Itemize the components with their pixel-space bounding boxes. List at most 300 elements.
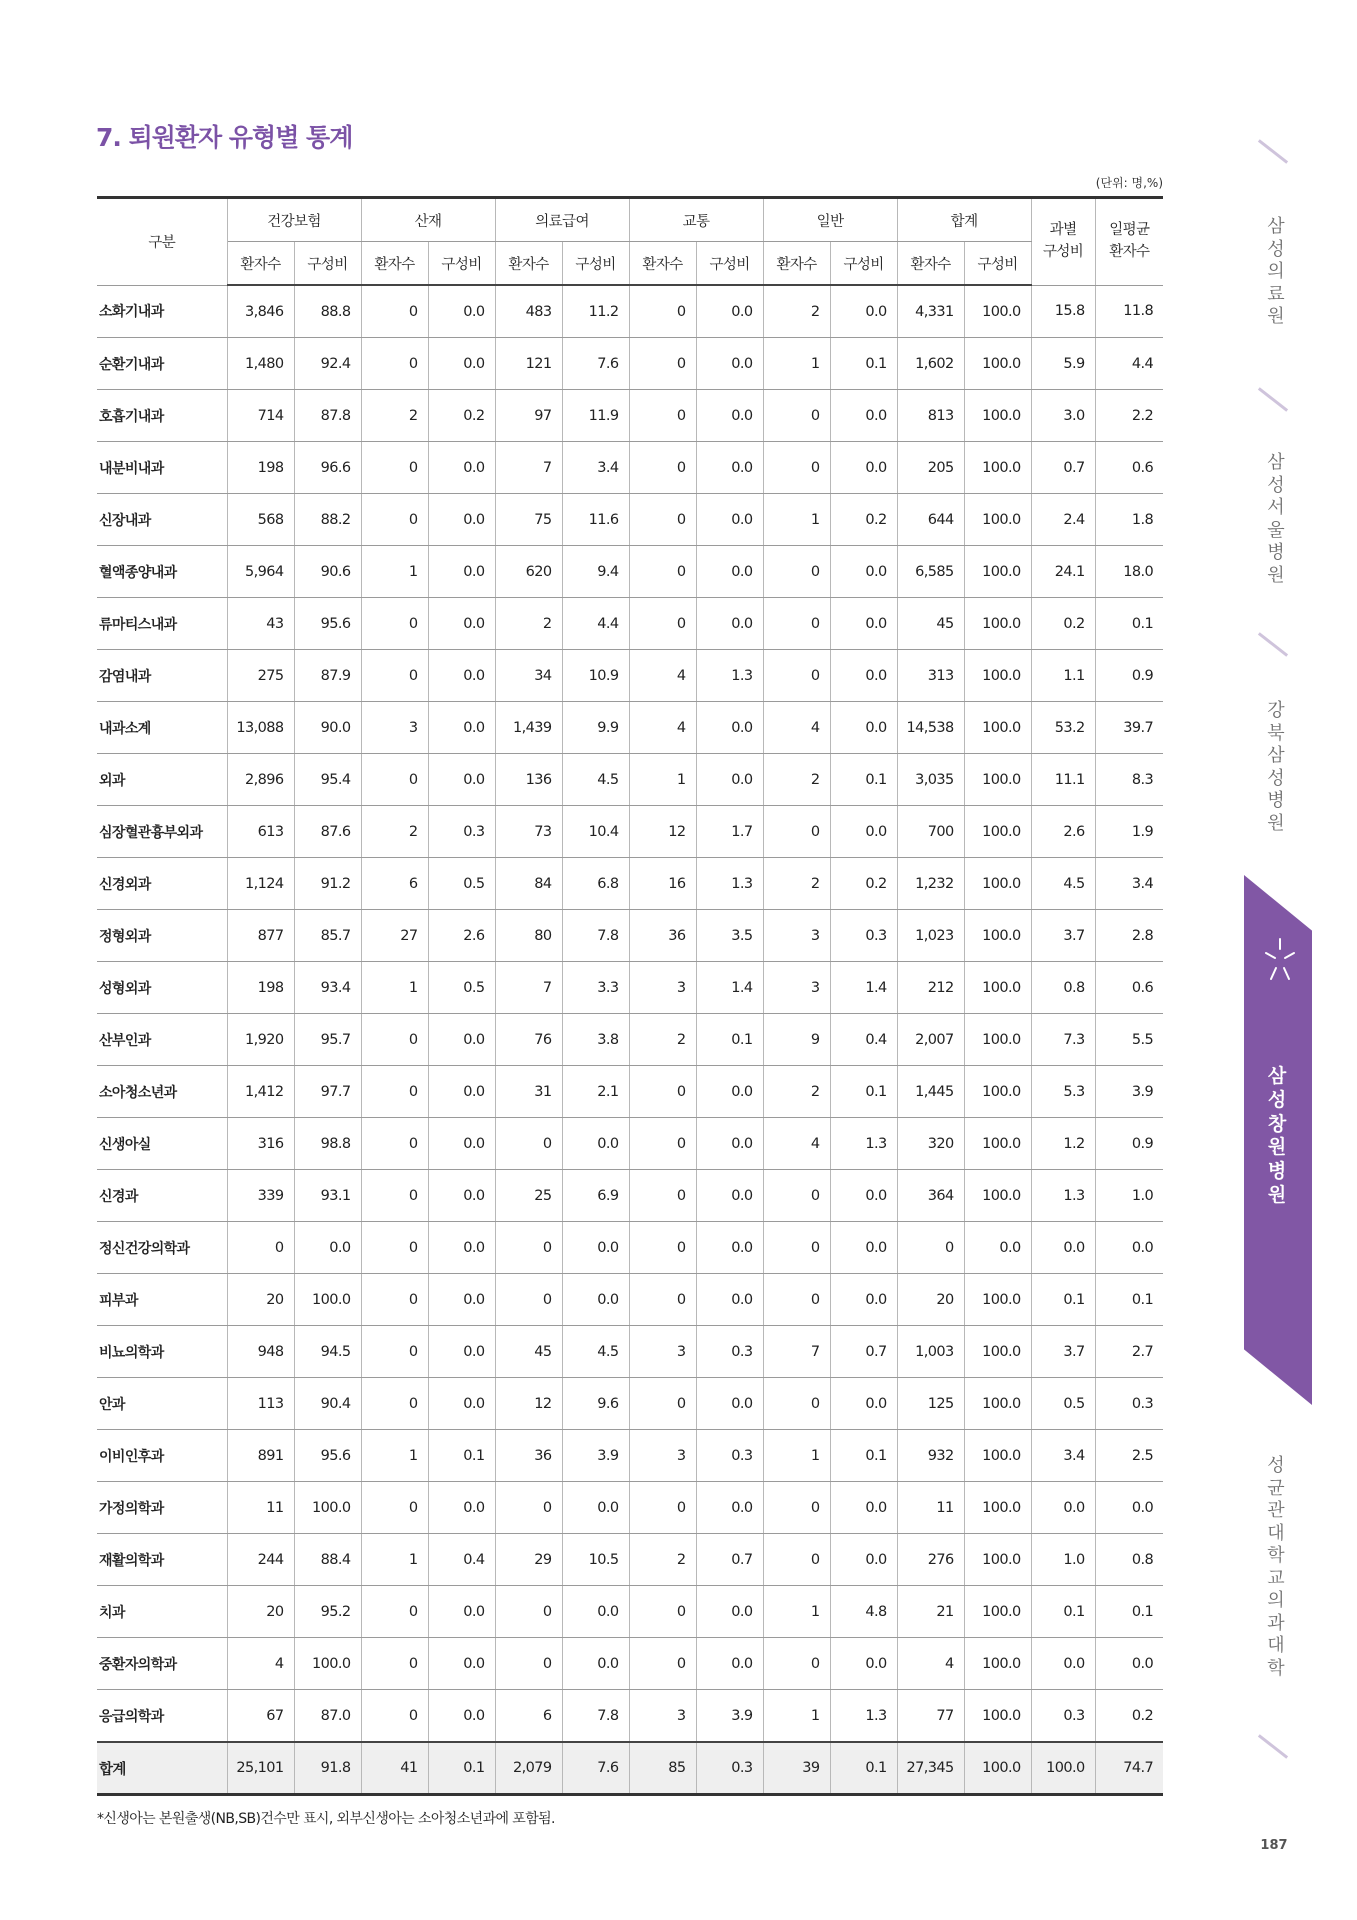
- table-cell: 0: [629, 1482, 696, 1534]
- table-cell: 0: [361, 1638, 428, 1690]
- table-cell: 100.0: [964, 754, 1031, 806]
- table-cell: 0.0: [428, 1482, 495, 1534]
- table-cell: 136: [495, 754, 562, 806]
- table-cell: 0: [361, 1222, 428, 1274]
- table-cell: 0.0: [428, 1014, 495, 1066]
- table-cell: 932: [897, 1430, 964, 1482]
- table-cell: 2,896: [227, 754, 294, 806]
- table-cell: 2: [629, 1014, 696, 1066]
- table-cell: 0.1: [1031, 1586, 1095, 1638]
- table-cell: 0: [629, 285, 696, 338]
- table-cell: 0.0: [428, 702, 495, 754]
- table-row: [97, 1274, 1163, 1326]
- table-cell: 0: [361, 1326, 428, 1378]
- discharge-stats-table: [97, 196, 1163, 1796]
- table-cell: 0: [361, 1482, 428, 1534]
- table-cell: 0.0: [696, 1066, 763, 1118]
- table-cell: 16: [629, 858, 696, 910]
- table-cell: 0: [763, 1274, 830, 1326]
- table-cell: 276: [897, 1534, 964, 1586]
- table-row: [97, 598, 1163, 650]
- total-cell: 0.3: [696, 1742, 763, 1795]
- table-cell: 0.0: [1031, 1638, 1095, 1690]
- table-row: [97, 858, 1163, 910]
- table-cell: 2.6: [1031, 806, 1095, 858]
- table-cell: 0.0: [696, 285, 763, 338]
- table-cell: 97: [495, 390, 562, 442]
- table-cell: 11: [897, 1482, 964, 1534]
- table-cell: 1.0: [1031, 1534, 1095, 1586]
- table-cell: 0.0: [428, 754, 495, 806]
- table-cell: 2: [361, 390, 428, 442]
- table-cell: 3: [629, 1326, 696, 1378]
- table-cell: 0.0: [830, 1170, 897, 1222]
- table-cell: 0: [361, 1274, 428, 1326]
- header-group: 의료급여: [495, 198, 629, 242]
- table-row: [97, 1430, 1163, 1482]
- table-cell: 100.0: [964, 598, 1031, 650]
- table-cell: 5.3: [1031, 1066, 1095, 1118]
- table-cell: 0: [629, 390, 696, 442]
- row-label: 소화기내과: [97, 285, 227, 338]
- header-row-sub: [97, 242, 1163, 286]
- table-cell: 1,445: [897, 1066, 964, 1118]
- table-cell: 85.7: [294, 910, 361, 962]
- table-cell: 94.5: [294, 1326, 361, 1378]
- row-label: 심장혈관흉부외과: [97, 806, 227, 858]
- table-cell: 5,964: [227, 546, 294, 598]
- table-cell: 0: [495, 1118, 562, 1170]
- table-row: [97, 1326, 1163, 1378]
- table-cell: 10.5: [562, 1534, 629, 1586]
- table-cell: 0.0: [830, 546, 897, 598]
- table-cell: 0: [361, 1014, 428, 1066]
- table-cell: 0.8: [1031, 962, 1095, 1014]
- table-cell: 20: [227, 1586, 294, 1638]
- row-label: 치과: [97, 1586, 227, 1638]
- table-cell: 0: [763, 1638, 830, 1690]
- table-cell: 3.5: [696, 910, 763, 962]
- table-cell: 12: [495, 1378, 562, 1430]
- table-cell: 100.0: [294, 1638, 361, 1690]
- table-cell: 0.3: [428, 806, 495, 858]
- table-cell: 100.0: [964, 1378, 1031, 1430]
- table-cell: 87.6: [294, 806, 361, 858]
- table-row: [97, 650, 1163, 702]
- table-cell: 877: [227, 910, 294, 962]
- table-cell: 95.2: [294, 1586, 361, 1638]
- table-cell: 100.0: [964, 1014, 1031, 1066]
- table-cell: 0: [763, 1534, 830, 1586]
- table-row: [97, 546, 1163, 598]
- table-cell: 0.0: [696, 390, 763, 442]
- table-row: [97, 754, 1163, 806]
- table-cell: 0: [763, 650, 830, 702]
- row-label: 신생아실: [97, 1118, 227, 1170]
- table-cell: 18.0: [1095, 546, 1163, 598]
- header-dept-ratio: 과별 구성비: [1031, 198, 1095, 286]
- table-cell: 0.1: [1095, 1586, 1163, 1638]
- table-cell: 0.0: [696, 442, 763, 494]
- table-cell: 100.0: [964, 1586, 1031, 1638]
- table-cell: 320: [897, 1118, 964, 1170]
- side-nav-item-samsung-medical[interactable]: 삼성의료원: [1267, 216, 1285, 327]
- table-cell: 0.0: [830, 1274, 897, 1326]
- total-cell: 100.0: [1031, 1742, 1095, 1795]
- table-cell: 0.0: [696, 1274, 763, 1326]
- table-cell: 0.1: [696, 1014, 763, 1066]
- table-cell: 0: [629, 1586, 696, 1638]
- table-cell: 1.4: [696, 962, 763, 1014]
- total-cell: 2,079: [495, 1742, 562, 1795]
- table-cell: 0: [361, 1690, 428, 1743]
- table-cell: 0.0: [696, 754, 763, 806]
- table-cell: 0.0: [562, 1482, 629, 1534]
- table-cell: 0.0: [830, 650, 897, 702]
- table-cell: 1.8: [1095, 494, 1163, 546]
- table-cell: 0.8: [1095, 1534, 1163, 1586]
- table-cell: 6.8: [562, 858, 629, 910]
- table-cell: 0.4: [428, 1534, 495, 1586]
- table-cell: 0: [629, 1170, 696, 1222]
- table-cell: 0: [629, 1638, 696, 1690]
- table-cell: 100.0: [964, 702, 1031, 754]
- row-label: 피부과: [97, 1274, 227, 1326]
- row-label: 소아청소년과: [97, 1066, 227, 1118]
- table-cell: 0.0: [428, 1690, 495, 1743]
- table-cell: 2: [763, 754, 830, 806]
- table-cell: 100.0: [964, 650, 1031, 702]
- table-cell: 29: [495, 1534, 562, 1586]
- divider-slash: [1258, 139, 1288, 164]
- table-cell: 73: [495, 806, 562, 858]
- table-cell: 0.3: [830, 910, 897, 962]
- table-cell: 1.9: [1095, 806, 1163, 858]
- table-cell: 0.1: [830, 338, 897, 390]
- table-cell: 4: [227, 1638, 294, 1690]
- table-cell: 100.0: [964, 858, 1031, 910]
- table-cell: 0.0: [428, 1274, 495, 1326]
- table-cell: 0.0: [830, 442, 897, 494]
- table-cell: 43: [227, 598, 294, 650]
- side-nav-item-samsung-changwon[interactable]: 삼성창원병원: [1267, 1065, 1287, 1206]
- table-cell: 6.9: [562, 1170, 629, 1222]
- table-cell: 90.0: [294, 702, 361, 754]
- header-group: 합계: [897, 198, 1031, 242]
- table-cell: 198: [227, 442, 294, 494]
- table-cell: 0: [361, 285, 428, 338]
- table-cell: 2: [763, 285, 830, 338]
- table-cell: 0.0: [428, 1222, 495, 1274]
- table-cell: 0: [495, 1638, 562, 1690]
- unit-note: (단위: 명,%): [1095, 176, 1163, 190]
- table-cell: 8.3: [1095, 754, 1163, 806]
- table-row: [97, 1014, 1163, 1066]
- table-cell: 125: [897, 1378, 964, 1430]
- table-cell: 0: [763, 1222, 830, 1274]
- table-cell: 3.4: [562, 442, 629, 494]
- table-cell: 0.0: [562, 1118, 629, 1170]
- table-cell: 1.3: [830, 1118, 897, 1170]
- table-cell: 87.0: [294, 1690, 361, 1743]
- table-cell: 92.4: [294, 338, 361, 390]
- table-row: [97, 1586, 1163, 1638]
- table-cell: 1.0: [1095, 1170, 1163, 1222]
- total-cell: 0.1: [428, 1742, 495, 1795]
- table-cell: 100.0: [964, 1326, 1031, 1378]
- table-cell: 0: [629, 1222, 696, 1274]
- table-cell: 4.5: [562, 1326, 629, 1378]
- header-group: 산재: [361, 198, 495, 242]
- header-sub: 구성비: [964, 242, 1031, 286]
- page-title: 7. 퇴원환자 유형별 통계: [96, 123, 353, 152]
- table-cell: 3.9: [562, 1430, 629, 1482]
- table-cell: 0: [629, 1066, 696, 1118]
- table-cell: 7.8: [562, 910, 629, 962]
- table-cell: 0.0: [428, 1170, 495, 1222]
- table-cell: 0: [629, 1118, 696, 1170]
- table-row: [97, 1066, 1163, 1118]
- table-cell: 313: [897, 650, 964, 702]
- table-cell: 100.0: [964, 338, 1031, 390]
- row-label: 내과소계: [97, 702, 227, 754]
- table-cell: 2: [763, 858, 830, 910]
- table-cell: 27: [361, 910, 428, 962]
- table-row: [97, 1378, 1163, 1430]
- table-cell: 568: [227, 494, 294, 546]
- table-cell: 45: [897, 598, 964, 650]
- total-cell: 74.7: [1095, 1742, 1163, 1795]
- table-cell: 100.0: [964, 390, 1031, 442]
- table-cell: 4: [897, 1638, 964, 1690]
- table-cell: 11.6: [562, 494, 629, 546]
- spark-icon: [1262, 935, 1298, 985]
- table-cell: 95.7: [294, 1014, 361, 1066]
- table-row: [97, 1638, 1163, 1690]
- table-cell: 0.1: [1095, 598, 1163, 650]
- table-cell: 0.0: [428, 1586, 495, 1638]
- table-cell: 3,035: [897, 754, 964, 806]
- table-cell: 3.9: [1095, 1066, 1163, 1118]
- table-cell: 100.0: [964, 1274, 1031, 1326]
- table-cell: 88.2: [294, 494, 361, 546]
- table-cell: 0: [361, 1586, 428, 1638]
- total-cell: 0.1: [830, 1742, 897, 1795]
- table-cell: 0.1: [1095, 1274, 1163, 1326]
- table-row: [97, 1118, 1163, 1170]
- table-row: [97, 1482, 1163, 1534]
- table-cell: 1.3: [1031, 1170, 1095, 1222]
- table-cell: 0.2: [428, 390, 495, 442]
- table-cell: 2.5: [1095, 1430, 1163, 1482]
- table-cell: 7: [495, 442, 562, 494]
- header-group: 교통: [629, 198, 763, 242]
- table-cell: 4.8: [830, 1586, 897, 1638]
- table-cell: 0.2: [830, 494, 897, 546]
- table-cell: 11.9: [562, 390, 629, 442]
- table-cell: 1: [763, 1586, 830, 1638]
- table-cell: 3: [629, 1430, 696, 1482]
- table-cell: 2.8: [1095, 910, 1163, 962]
- header-sub: 구성비: [294, 242, 361, 286]
- table-cell: 0.5: [428, 858, 495, 910]
- table-cell: 0.0: [696, 1378, 763, 1430]
- table-cell: 93.4: [294, 962, 361, 1014]
- table-cell: 53.2: [1031, 702, 1095, 754]
- table-cell: 0.0: [696, 338, 763, 390]
- table-cell: 2,007: [897, 1014, 964, 1066]
- table-cell: 1,920: [227, 1014, 294, 1066]
- table-cell: 0: [361, 650, 428, 702]
- table-cell: 0: [763, 806, 830, 858]
- table-cell: 100.0: [294, 1482, 361, 1534]
- table-cell: 0.0: [830, 1638, 897, 1690]
- table-cell: 0.1: [1031, 1274, 1095, 1326]
- row-label: 외과: [97, 754, 227, 806]
- table-cell: 0.0: [428, 1378, 495, 1430]
- table-cell: 7.8: [562, 1690, 629, 1743]
- table-cell: 9.4: [562, 546, 629, 598]
- total-cell: 7.6: [562, 1742, 629, 1795]
- table-cell: 13,088: [227, 702, 294, 754]
- table-cell: 2.7: [1095, 1326, 1163, 1378]
- total-cell: 41: [361, 1742, 428, 1795]
- table-cell: 3.3: [562, 962, 629, 1014]
- table-cell: 0: [629, 442, 696, 494]
- table-cell: 1.3: [830, 1690, 897, 1743]
- table-cell: 0.0: [696, 494, 763, 546]
- table-cell: 76: [495, 1014, 562, 1066]
- table-cell: 20: [897, 1274, 964, 1326]
- table-cell: 0.0: [696, 1482, 763, 1534]
- table-cell: 4: [629, 650, 696, 702]
- header-row-groups: [97, 198, 1163, 242]
- table-cell: 100.0: [964, 285, 1031, 338]
- table-cell: 4.5: [562, 754, 629, 806]
- table-cell: 1,480: [227, 338, 294, 390]
- table-cell: 0: [763, 442, 830, 494]
- table-cell: 25: [495, 1170, 562, 1222]
- table-cell: 7.3: [1031, 1014, 1095, 1066]
- table-cell: 4.5: [1031, 858, 1095, 910]
- table-cell: 0.1: [830, 1066, 897, 1118]
- table-cell: 87.8: [294, 390, 361, 442]
- table-cell: 1,602: [897, 338, 964, 390]
- table-cell: 21: [897, 1586, 964, 1638]
- side-nav-item-samsung-seoul[interactable]: 삼성서울병원: [1267, 452, 1285, 586]
- row-label: 정신건강의학과: [97, 1222, 227, 1274]
- table-cell: 1,003: [897, 1326, 964, 1378]
- divider-slash: [1258, 387, 1288, 412]
- table-cell: 0.0: [696, 598, 763, 650]
- table-cell: 0.9: [1095, 650, 1163, 702]
- table-cell: 0.7: [696, 1534, 763, 1586]
- table-cell: 0: [763, 1378, 830, 1430]
- table-cell: 2: [629, 1534, 696, 1586]
- table-cell: 9: [763, 1014, 830, 1066]
- header-group: 일반: [763, 198, 897, 242]
- table-cell: 1,412: [227, 1066, 294, 1118]
- total-cell: 100.0: [964, 1742, 1031, 1795]
- table-row: [97, 806, 1163, 858]
- table-cell: 100.0: [964, 806, 1031, 858]
- row-label: 응급의학과: [97, 1690, 227, 1743]
- table-cell: 100.0: [964, 1638, 1031, 1690]
- table-cell: 0.6: [1095, 962, 1163, 1014]
- table-cell: 0.0: [428, 442, 495, 494]
- side-nav-item-skku-medicine[interactable]: 성균관대학교 의과대학: [1267, 1455, 1285, 1679]
- table-cell: 0.0: [1095, 1222, 1163, 1274]
- table-cell: 0.0: [830, 285, 897, 338]
- row-label: 중환자의학과: [97, 1638, 227, 1690]
- table-cell: 45: [495, 1326, 562, 1378]
- table-cell: 121: [495, 338, 562, 390]
- table-cell: 1.4: [830, 962, 897, 1014]
- table-row: [97, 285, 1163, 338]
- table-cell: 0.9: [1095, 1118, 1163, 1170]
- table-cell: 0.0: [428, 650, 495, 702]
- row-label: 이비인후과: [97, 1430, 227, 1482]
- table-cell: 0.0: [830, 702, 897, 754]
- row-label: 비뇨의학과: [97, 1326, 227, 1378]
- table-cell: 1,232: [897, 858, 964, 910]
- table-cell: 9.6: [562, 1378, 629, 1430]
- row-label: 신경외과: [97, 858, 227, 910]
- table-cell: 15.8: [1031, 285, 1095, 338]
- table-cell: 0.0: [696, 702, 763, 754]
- table-cell: 364: [897, 1170, 964, 1222]
- table-cell: 0: [763, 1170, 830, 1222]
- table-cell: 1.3: [696, 858, 763, 910]
- table-cell: 0.0: [428, 494, 495, 546]
- table-cell: 0.0: [830, 1378, 897, 1430]
- table-row: [97, 962, 1163, 1014]
- table-cell: 20: [227, 1274, 294, 1326]
- table-cell: 0.0: [428, 1118, 495, 1170]
- table-row: [97, 390, 1163, 442]
- table-cell: 75: [495, 494, 562, 546]
- row-label: 정형외과: [97, 910, 227, 962]
- row-label: 호흡기내과: [97, 390, 227, 442]
- table-cell: 100.0: [294, 1274, 361, 1326]
- table-cell: 339: [227, 1170, 294, 1222]
- row-label: 내분비내과: [97, 442, 227, 494]
- table-cell: 2: [495, 598, 562, 650]
- table-cell: 1: [629, 754, 696, 806]
- table-cell: 10.4: [562, 806, 629, 858]
- table-cell: 0.0: [1095, 1482, 1163, 1534]
- table-cell: 613: [227, 806, 294, 858]
- row-label: 재활의학과: [97, 1534, 227, 1586]
- table-cell: 11.8: [1095, 285, 1163, 338]
- table-cell: 0.7: [1031, 442, 1095, 494]
- table-cell: 644: [897, 494, 964, 546]
- table-cell: 3.8: [562, 1014, 629, 1066]
- table-cell: 90.6: [294, 546, 361, 598]
- table-cell: 0: [629, 338, 696, 390]
- table-cell: 11.1: [1031, 754, 1095, 806]
- table-cell: 0: [763, 1482, 830, 1534]
- table-row: [97, 442, 1163, 494]
- table-cell: 1,023: [897, 910, 964, 962]
- table-cell: 1: [361, 962, 428, 1014]
- header-sub: 환자수: [361, 242, 428, 286]
- side-nav-item-kangbuk-samsung[interactable]: 강북삼성병원: [1267, 700, 1285, 834]
- table-cell: 1: [763, 1690, 830, 1743]
- table-cell: 0.0: [1031, 1482, 1095, 1534]
- table-cell: 7.6: [562, 338, 629, 390]
- table-cell: 100.0: [964, 1534, 1031, 1586]
